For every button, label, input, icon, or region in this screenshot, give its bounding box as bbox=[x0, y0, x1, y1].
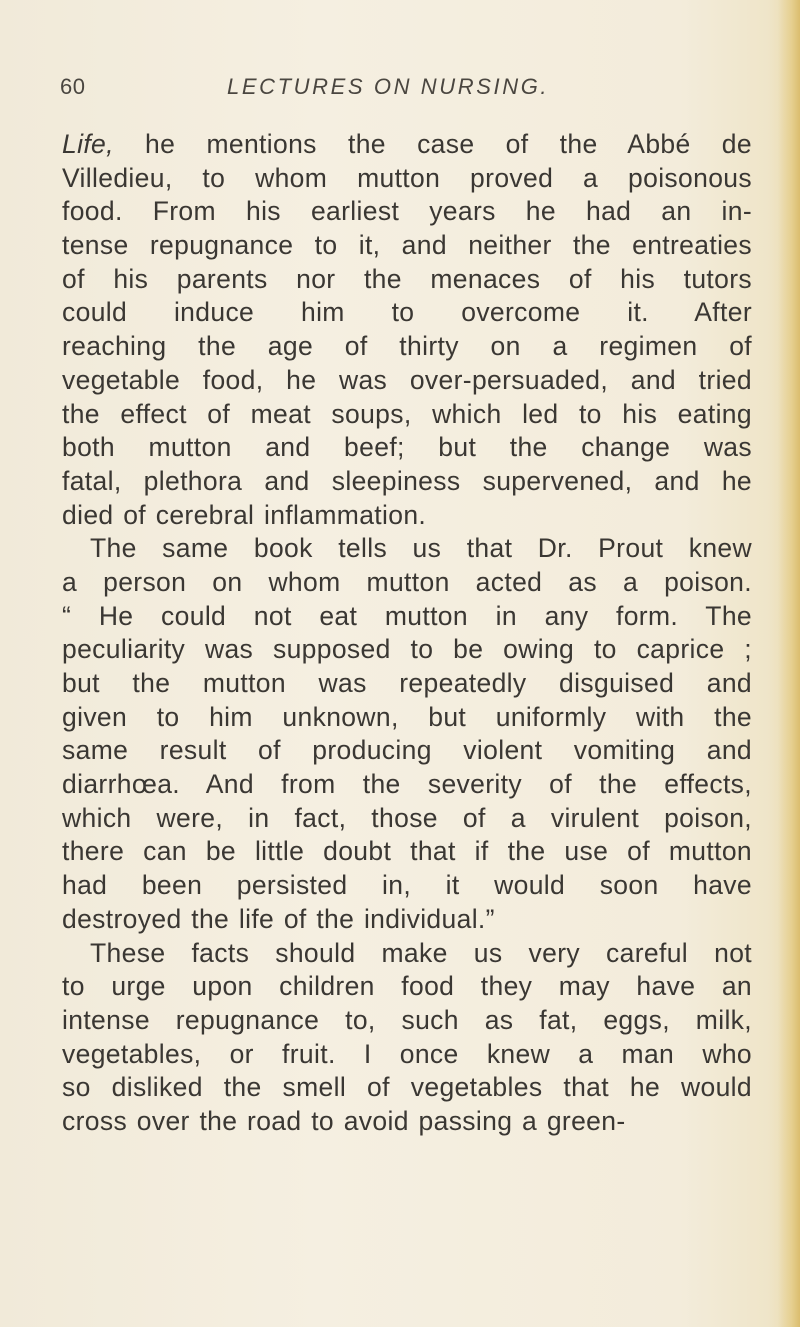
line-text: given to him unknown, but uniformly with the bbox=[62, 701, 752, 732]
line-text: cross over the road to avoid passing a green- bbox=[62, 1105, 626, 1136]
running-title: LECTURES ON NURSING. bbox=[227, 74, 550, 99]
text-line bbox=[62, 701, 752, 735]
line-text: there can be little doubt that if the use of mutton bbox=[62, 836, 752, 867]
line-text: vegetable food, he was over-persuaded, and tried bbox=[62, 364, 752, 395]
text-line bbox=[62, 667, 752, 701]
text-line bbox=[62, 566, 752, 600]
text-line bbox=[62, 229, 752, 263]
page-header bbox=[60, 74, 750, 110]
text-line bbox=[62, 330, 752, 364]
text-line bbox=[62, 903, 752, 937]
text-line bbox=[62, 600, 752, 634]
line-text: intense repugnance to, such as fat, eggs, milk, bbox=[62, 1004, 752, 1035]
line-text: vegetables, or fruit. I once knew a man who bbox=[62, 1038, 752, 1069]
text-line bbox=[62, 296, 752, 330]
line-text: fatal, plethora and sleepiness supervened, and he bbox=[62, 465, 752, 496]
text-line bbox=[62, 802, 752, 836]
line-text: which were, in fact, those of a virulent poison, bbox=[62, 802, 752, 833]
text-line bbox=[62, 465, 752, 499]
text-line bbox=[62, 1105, 752, 1139]
text-line bbox=[62, 1071, 752, 1105]
line-text: food. From his earliest years he had an in- bbox=[62, 196, 752, 227]
line-text: so disliked the smell of vegetables that he would bbox=[62, 1072, 752, 1103]
text-line bbox=[62, 1004, 752, 1038]
text-line bbox=[62, 128, 752, 162]
line-text: he mentions the case of the Abbé de bbox=[113, 129, 752, 159]
italic-title-word: Life, bbox=[62, 129, 114, 159]
line-text: tense repugnance to it, and neither the entreaties bbox=[62, 230, 752, 261]
line-text: same result of producing violent vomiting and bbox=[62, 735, 752, 766]
text-line bbox=[62, 499, 752, 533]
line-text: to urge upon children food they may have an bbox=[62, 971, 752, 1002]
line-text: a person on whom mutton acted as a poison. bbox=[62, 566, 752, 597]
text-line bbox=[62, 263, 752, 297]
text-line bbox=[62, 970, 752, 1004]
line-text: Villedieu, to whom mutton proved a poisonous bbox=[62, 162, 752, 193]
text-line bbox=[62, 162, 752, 196]
text-line bbox=[62, 835, 752, 869]
text-line bbox=[62, 734, 752, 768]
line-text: The same book tells us that Dr. Prout knew bbox=[90, 533, 752, 564]
line-text: These facts should make us very careful not bbox=[90, 937, 752, 968]
text-line bbox=[62, 768, 752, 802]
page-number: 60 bbox=[60, 74, 86, 99]
page-edge-stain bbox=[778, 0, 800, 1327]
line-text: could induce him to overcome it. After bbox=[62, 297, 752, 328]
line-text: reaching the age of thirty on a regimen of bbox=[62, 331, 752, 362]
body-text bbox=[62, 128, 752, 1139]
line-text: peculiarity was supposed to be owing to caprice ; bbox=[62, 634, 752, 665]
line-text: diarrhœa. And from the severity of the effects, bbox=[62, 769, 752, 800]
text-line bbox=[62, 633, 752, 667]
line-text: but the mutton was repeatedly disguised and bbox=[62, 668, 752, 698]
line-text: both mutton and beef; but the change was bbox=[62, 432, 752, 463]
line-text: had been persisted in, it would soon have bbox=[62, 870, 752, 901]
text-line bbox=[62, 195, 752, 229]
text-line bbox=[62, 1038, 752, 1072]
text-line bbox=[62, 431, 752, 465]
text-line bbox=[62, 364, 752, 398]
line-text: of his parents nor the menaces of his tutors bbox=[62, 263, 752, 294]
text-line bbox=[62, 937, 752, 971]
line-text: “ He could not eat mutton in any form. The bbox=[62, 600, 752, 631]
line-text: the effect of meat soups, which led to his eating bbox=[62, 398, 752, 429]
text-line bbox=[62, 398, 752, 432]
line-text: died of cerebral inflammation. bbox=[62, 499, 427, 530]
text-line bbox=[62, 532, 752, 566]
line-text: destroyed the life of the individual.” bbox=[62, 903, 495, 934]
text-line bbox=[62, 869, 752, 903]
